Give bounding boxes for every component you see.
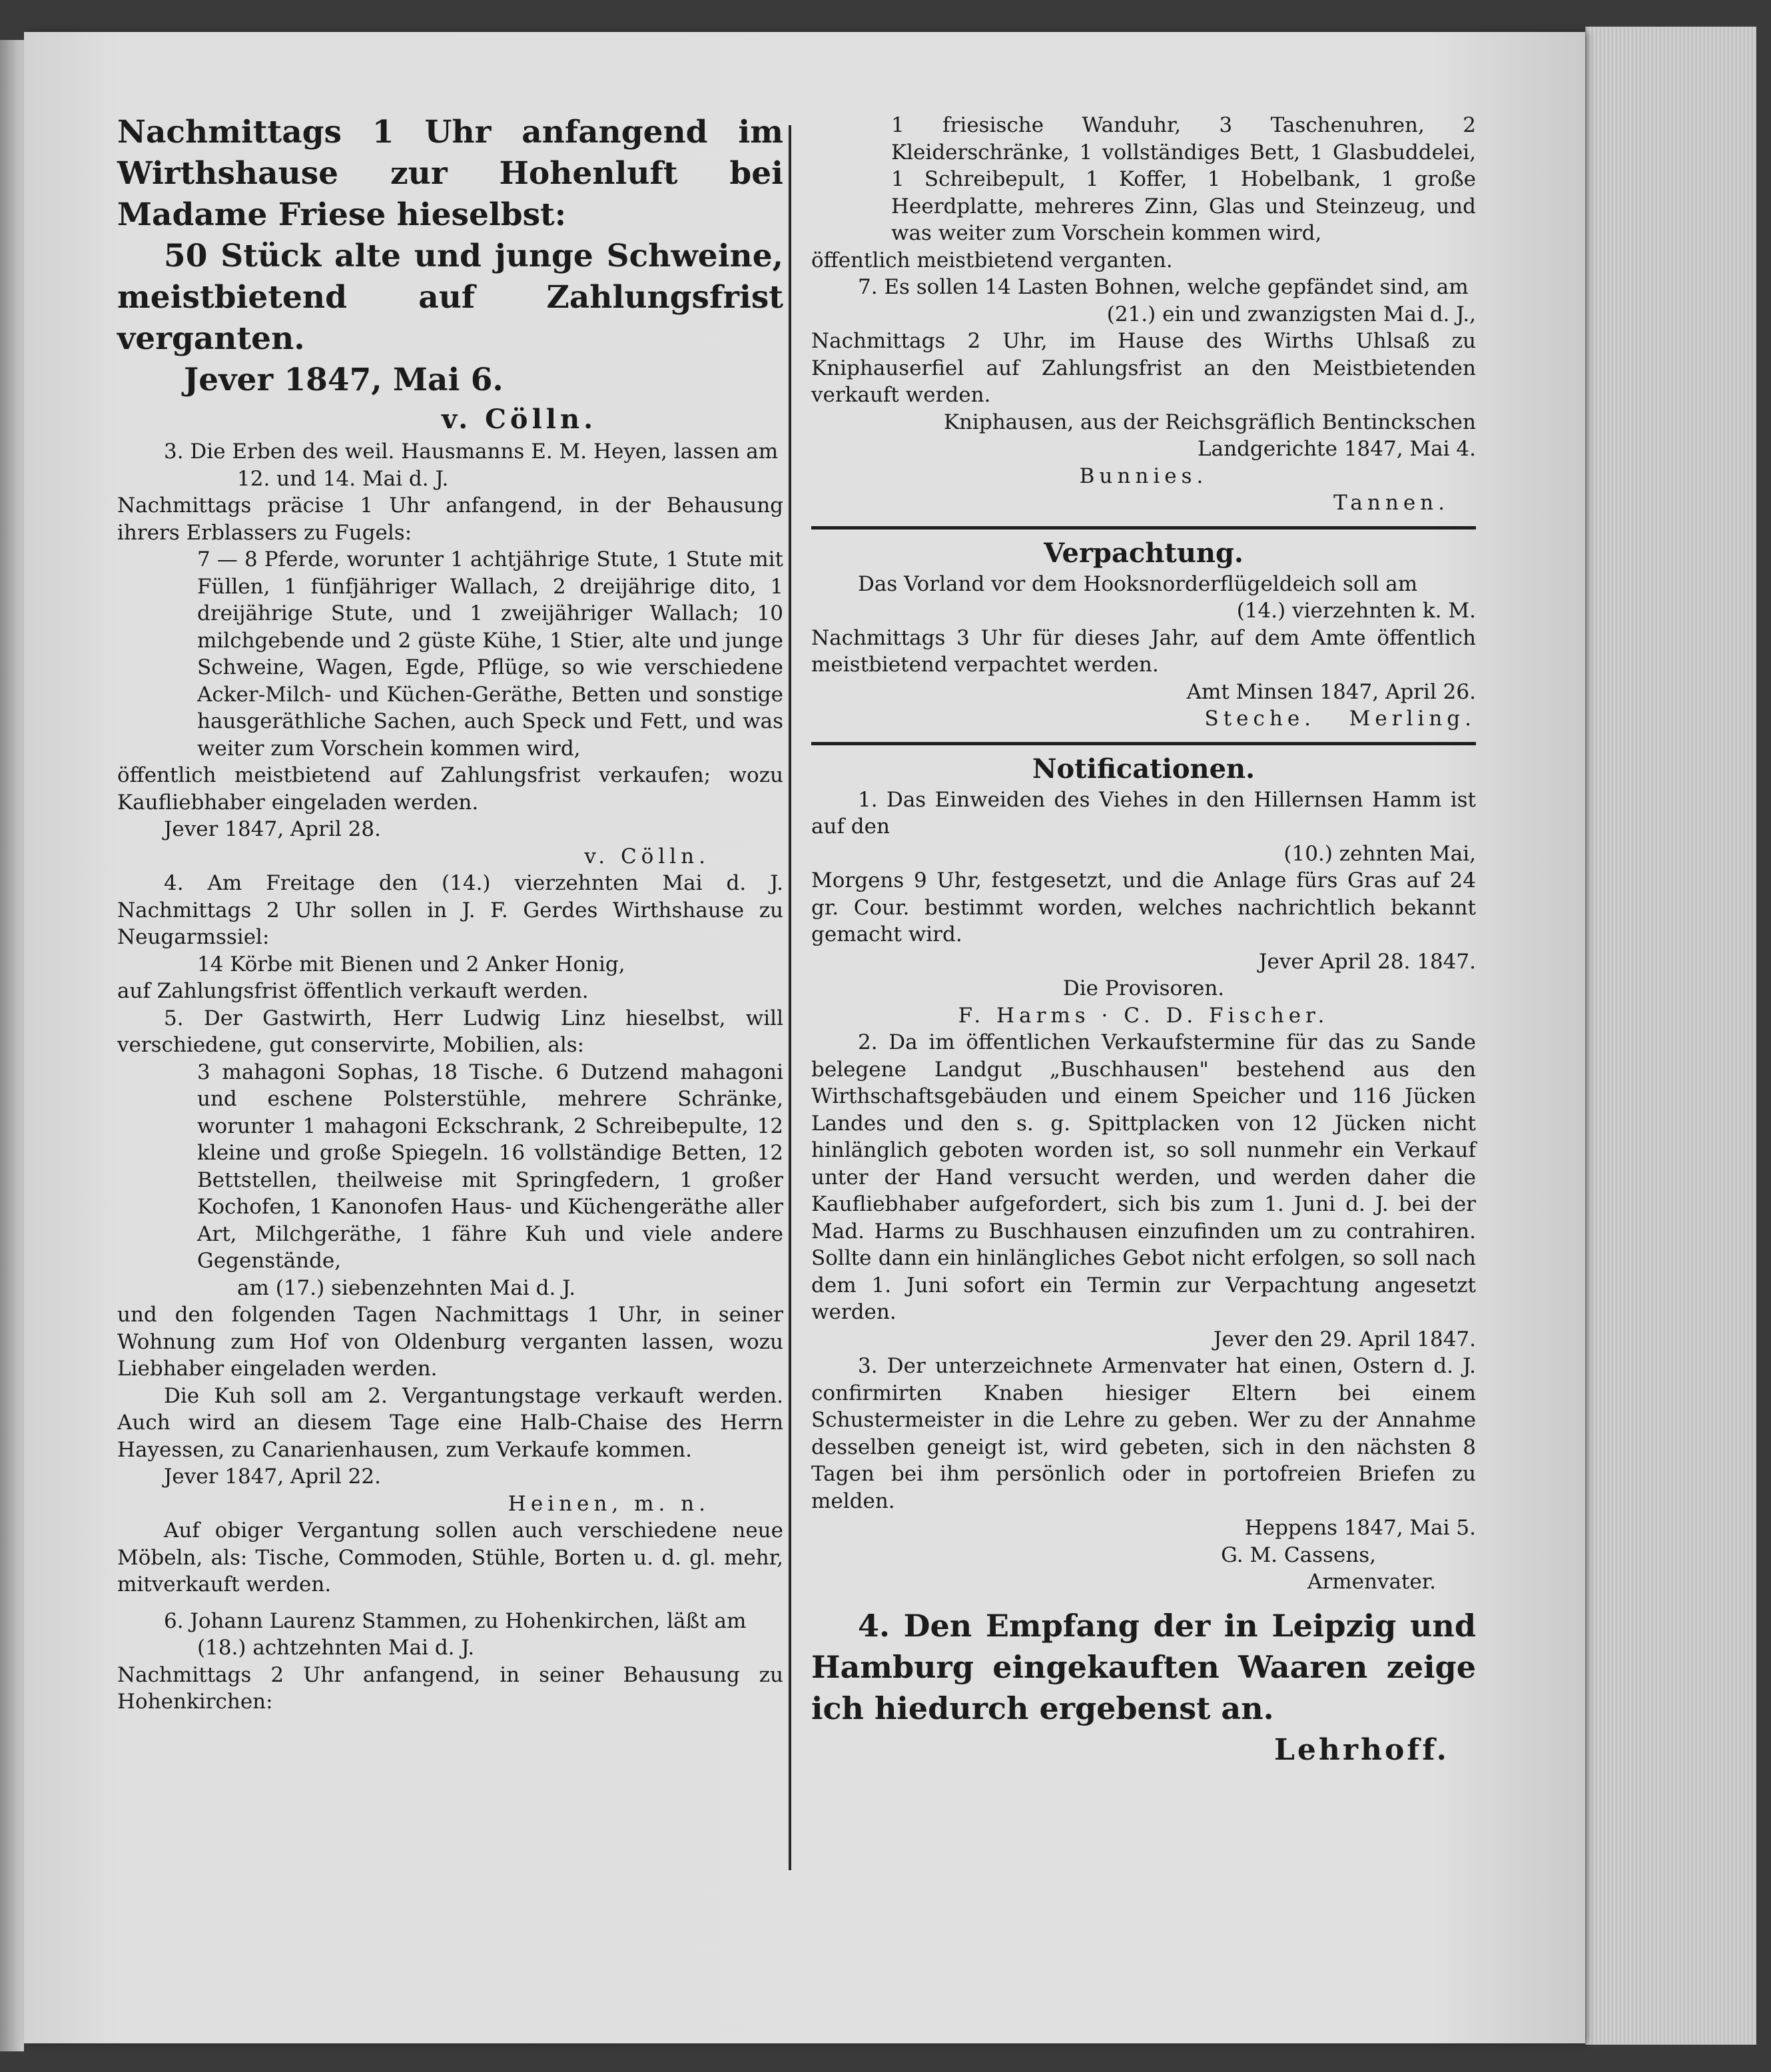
notice-5-text: und den folgenden Tagen Nachmittags 1 Uhr, in seiner Wohnung zum Hof von Oldenburg verganten lassen, wozu Liebhaber eingeladen werden. <box>117 1303 783 1381</box>
notice-4-text: 4. Am Freitage den (14.) vierzehnten Mai d. J. Nachmittags 2 Uhr sollen in J. F. Gerdes Wirthshause zu Neugarmssiel: <box>117 871 783 949</box>
intro-auction-text: Nachmittags 1 Uhr anfangend im Wirthshause zur Hohenluft bei Madame Friese hieselbst: <box>117 114 783 233</box>
notice-5-items: 3 mahagoni Sophas, 18 Tische. 6 Dutzend mahagoni und eschene Polsterstühle, mehrere Schränke, worunter 1 mahagoni Eckschrank, 2 Schreibepulte, 12 kleine und große Spiegeln. 16 vollständige Betten, 12 Bettstellen, theilweise mit Springfedern, 1 großer Kochofen, 1 Kanonofen Haus- und Küchengeräthe aller Art, Milchgeräthe, 1 fähre Kuh und viele andere Gegenstände, <box>197 1060 783 1273</box>
verpachtung-place: Amt Minsen 1847, April 26. <box>1186 679 1476 704</box>
left-column <box>117 112 783 1716</box>
notice-3-items: 7 — 8 Pferde, worunter 1 achtjährige Stute, 1 Stute mit Füllen, 1 fünfjähriger Wallach, 2 dreijährige dito, 1 dreijährige Stute, und 1 zweijähriger Wallach; 10 milchgebende und 2 güste Kühe, 1 Stier, alte und junge Schweine, Wagen, Egde, Pflüge, so wie verschiedene Acker-Milch- und Küchen-Geräthe, Betten und sonstige hausgeräthliche Sachen, auch Speck und Fett, und was weiter zum Vorschein kommen wird, <box>197 547 783 761</box>
notice-5-date: am (17.) siebenzehnten Mai d. J. <box>237 1275 576 1300</box>
notice-7-date: (21.) ein und zwanzigsten Mai d. J., <box>1106 302 1476 326</box>
notice-6-items: 1 friesische Wanduhr, 3 Taschenuhren, 2 Kleiderschränke, 1 vollständiges Bett, 1 Glasbuddelei, 1 Schreibepult, 1 Koffer, 1 Hobelbank, 1 große Heerdplatte, mehreres Zinn, Glas und Steinzeug, und was weiter zum Vorschein kommen wird, <box>891 113 1476 245</box>
notification-4-text: 4. Den Empfang der in Leipzig und Hamburg eingekauften Waaren zeige ich hiedurch ergebenst an. <box>811 1607 1476 1726</box>
verpachtung-date: (14.) vierzehnten k. M. <box>1236 599 1476 623</box>
intro-date: Jever 1847, Mai 6. <box>184 362 504 398</box>
verpachtung-lead: Das Vorland vor dem Hooksnorderflügeldeich soll am <box>858 571 1418 596</box>
notice-5-place: Jever 1847, April 22. <box>164 1465 381 1489</box>
section-rule-2 <box>811 742 1476 745</box>
notice-7-signature-2: Tannen. <box>1333 491 1449 515</box>
notification-1-text: Morgens 9 Uhr, festgesetzt, und die Anlage fürs Gras auf 24 gr. Cour. bestimmt worden, welches nachrichtlich bekannt gemacht wird. <box>811 868 1476 946</box>
notice-3-date: 12. und 14. Mai d. J. <box>237 466 449 491</box>
newspaper-page <box>24 32 1585 2043</box>
notification-3-signature: G. M. Cassens, <box>1221 1543 1376 1567</box>
notification-1-signature-names: F. Harms · C. D. Fischer. <box>958 1003 1329 1028</box>
previous-page-edge <box>0 40 24 2051</box>
notice-3-lead: 3. Die Erben des weil. Hausmanns E. M. Heyen, lassen am <box>164 440 779 464</box>
notice-3-signature: v. Cölln. <box>584 844 710 868</box>
notification-3-signature-title: Armenvater. <box>1307 1570 1436 1594</box>
notice-3-text: Nachmittags präcise 1 Uhr anfangend, in der Behausung ihrers Erblassers zu Fugels: <box>117 494 783 545</box>
notice-5-signature: Heinen, m. n. <box>508 1491 710 1516</box>
notice-3-place: Jever 1847, April 28. <box>164 817 381 841</box>
notification-4-signature: Lehrhoff. <box>1273 1732 1449 1767</box>
notification-2-text: 2. Da im öffentlichen Verkaufstermine für das zu Sande belegene Landgut „Buschhausen" bestehend aus den Wirthschaftsgebäuden und einem Speicher und 116 Jücken Landes und den s. g. Spittplacken von 12 Jücken nicht hinlänglich geboten worden ist, so soll nunmehr ein Verkauf unter der Hand versucht werden, und werden daher die Kaufliebhaber aufgefordert, sich bis zum 1. Juni d. J. bei der Mad. Harms zu Buschhausen einzufinden um zu contrahiren. Sollte dann ein hinlängliches Gebot nicht erfolgen, so soll nach dem 1. Juni sofort ein Termin zur Verpachtung angesetzt werden. <box>811 1030 1476 1324</box>
notificationen-heading: Notificationen. <box>1032 753 1255 785</box>
notification-3-text: 3. Der unterzeichnete Armenvater hat einen, Ostern d. J. confirmirten Knaben hiesiger Eltern bei einem Schustermeister in die Lehre zu geben. Wer zu der Annahme desselben geneigt ist, wird gebeten, sich in den nächsten 8 Tagen bei ihm persönlich oder in portofreien Briefen zu melden. <box>811 1354 1476 1513</box>
intro-auction-item: 50 Stück alte und junge Schweine, meistbietend auf Zahlungsfrist verganten. <box>117 238 783 357</box>
verpachtung-text: Nachmittags 3 Uhr für dieses Jahr, auf dem Amte öffentlich meistbietend verpachtet werden. <box>811 625 1476 677</box>
notice-6-close: öffentlich meistbietend verganten. <box>811 248 1173 272</box>
notice-4-item: 14 Körbe mit Bienen und 2 Anker Honig, <box>197 952 625 976</box>
notification-3-place: Heppens 1847, Mai 5. <box>1244 1516 1476 1540</box>
notice-4-close: auf Zahlungsfrist öffentlich verkauft werden. <box>117 979 589 1003</box>
notice-7-lead: 7. Es sollen 14 Lasten Bohnen, welche gepfändet sind, am <box>858 275 1469 299</box>
book-page-edges <box>1585 27 1756 2045</box>
notice-5-lead: 5. Der Gastwirth, Herr Ludwig Linz hieselbst, will verschiedene, gut conservirte, Mobilien, als: <box>117 1006 783 1057</box>
notice-7-place-1: Kniphausen, aus der Reichsgräflich Bentinckschen <box>943 410 1476 434</box>
notification-2-place: Jever den 29. April 1847. <box>1214 1327 1476 1351</box>
notice-6-text: Nachmittags 2 Uhr anfangend, in seiner Behausung zu Hohenkirchen: <box>117 1662 783 1714</box>
notice-5-kuh: Die Kuh soll am 2. Vergantungstage verkauft werden. Auch wird an diesem Tage eine Halb-Chaise des Herrn Hayessen, zu Canarienhausen, zum Verkaufe kommen. <box>117 1383 783 1462</box>
column-divider <box>789 125 791 1870</box>
section-rule <box>811 526 1476 529</box>
intro-signature: v. Cölln. <box>442 404 597 435</box>
notice-5-note: Auf obiger Vergantung sollen auch verschiedene neue Möbeln, als: Tische, Commoden, Stühle, Borten u. d. gl. mehr, mitverkauft werden. <box>117 1519 783 1596</box>
notification-1-signature-title: Die Provisoren. <box>1062 976 1225 1000</box>
verpachtung-heading: Verpachtung. <box>1044 537 1243 569</box>
notice-7-place-2: Landgerichte 1847, Mai 4. <box>1198 437 1476 461</box>
notice-6-lead: 6. Johann Laurenz Stammen, zu Hohenkirchen, läßt am <box>164 1608 747 1633</box>
notice-3-close: öffentlich meistbietend auf Zahlungsfrist verkaufen; wozu Kaufliebhaber eingeladen werden. <box>117 763 783 815</box>
notice-7-signature: Bunnies. <box>1079 464 1208 488</box>
right-column <box>811 112 1476 1772</box>
notification-1-lead: 1. Das Einweiden des Viehes in den Hillernsen Hamm ist auf den <box>811 787 1476 839</box>
verpachtung-signature: Steche. Merling. <box>1204 707 1476 731</box>
notification-1-place: Jever April 28. 1847. <box>1259 949 1476 974</box>
notification-1-date: (10.) zehnten Mai, <box>1283 841 1476 866</box>
notice-6-date: (18.) achtzehnten Mai d. J. <box>197 1636 475 1660</box>
notice-7-text: Nachmittags 2 Uhr, im Hause des Wirths Uhlsaß zu Kniphauserfiel auf Zahlungsfrist an den Meistbietenden verkauft werden. <box>811 329 1476 407</box>
